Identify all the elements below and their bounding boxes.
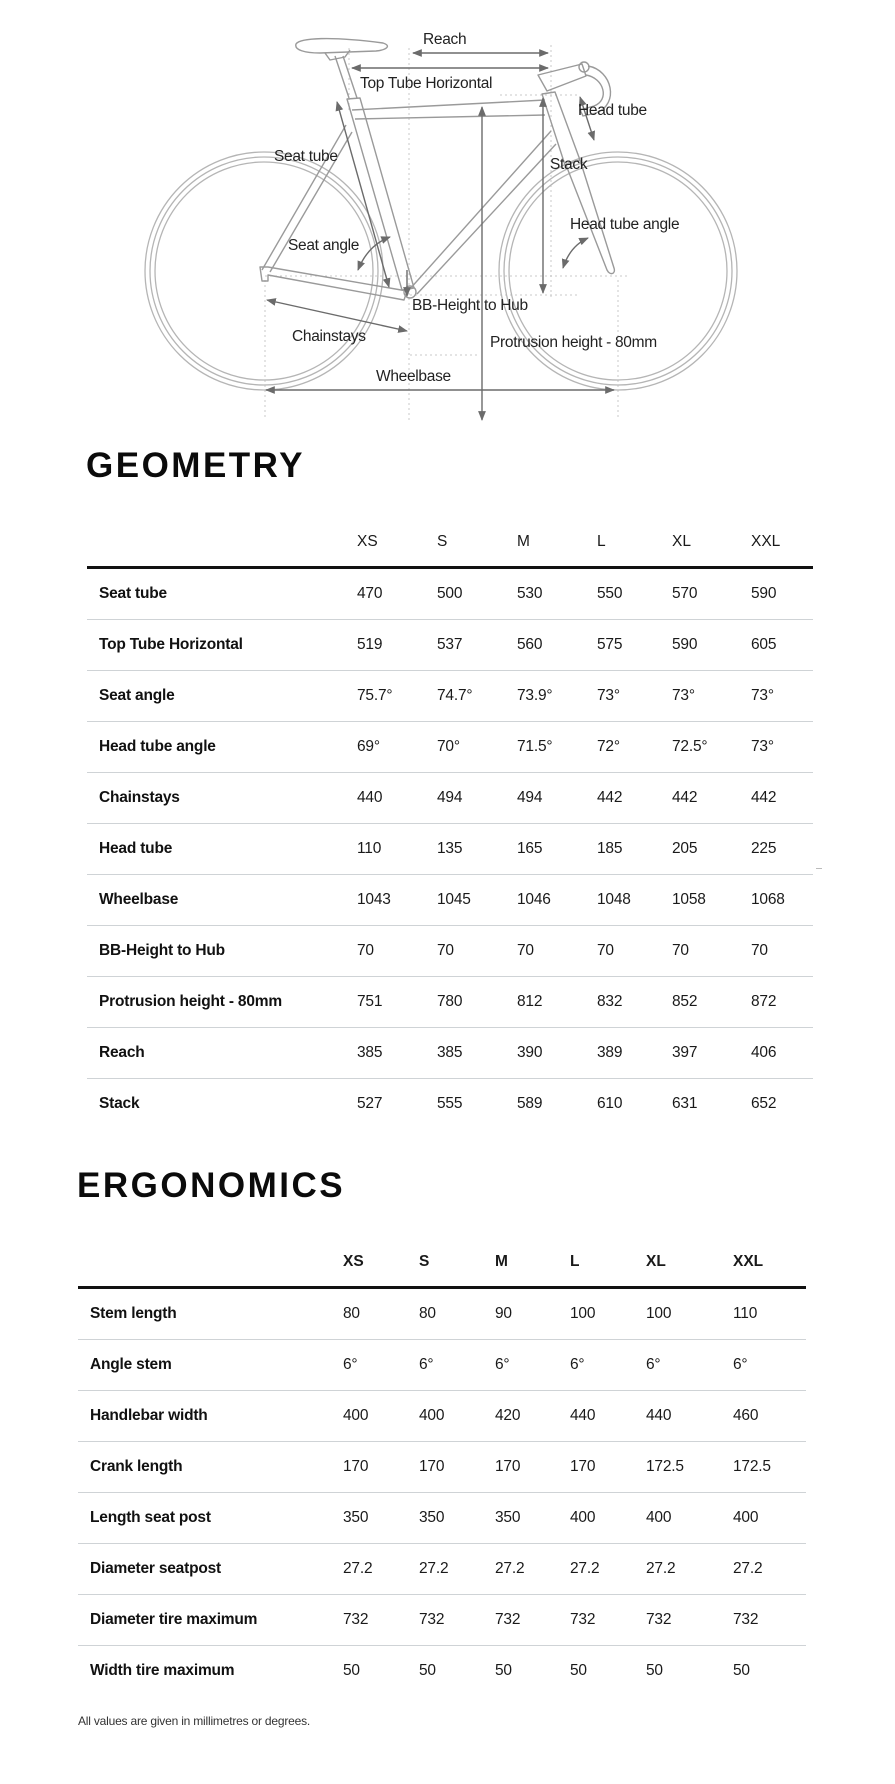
cell-value: 100 bbox=[570, 1288, 646, 1340]
geometry-header-row bbox=[87, 518, 813, 568]
size-header: L bbox=[597, 518, 672, 568]
label-top-tube-horizontal: Top Tube Horizontal bbox=[360, 75, 493, 92]
cell-value: 74.7° bbox=[437, 671, 517, 722]
bike-geometry-diagram bbox=[0, 0, 895, 440]
size-header: M bbox=[495, 1238, 570, 1288]
size-header: S bbox=[437, 518, 517, 568]
bike-diagram-svg bbox=[0, 0, 895, 440]
label-reach: Reach bbox=[423, 31, 467, 48]
cell-value: 100 bbox=[646, 1288, 733, 1340]
table-row bbox=[87, 620, 813, 671]
label-seat-tube: Seat tube bbox=[274, 148, 338, 165]
cell-value: 385 bbox=[357, 1028, 437, 1079]
cell-value: 610 bbox=[597, 1095, 623, 1112]
front-wheel bbox=[499, 152, 737, 390]
table-row bbox=[78, 1340, 806, 1391]
cell-value: 27.2 bbox=[733, 1544, 806, 1595]
cell-value: 460 bbox=[733, 1391, 806, 1442]
cell-value: 72° bbox=[597, 722, 672, 773]
size-header: M bbox=[517, 518, 597, 568]
cell-value: 400 bbox=[343, 1391, 419, 1442]
cell-value: 170 bbox=[419, 1442, 495, 1493]
cell-value: 73° bbox=[672, 671, 751, 722]
cell-value: 27.2 bbox=[419, 1544, 495, 1595]
ergonomics-header-row bbox=[78, 1238, 806, 1288]
cell-value: 350 bbox=[495, 1493, 570, 1544]
row-label: Head tube angle bbox=[87, 722, 357, 773]
cell-value: 1048 bbox=[597, 875, 672, 926]
ergonomics-title: ERGONOMICS bbox=[77, 1166, 346, 1205]
row-label: Chainstays bbox=[87, 773, 357, 824]
cell-value: 652 bbox=[751, 1095, 777, 1112]
cell-value: 575 bbox=[597, 620, 672, 671]
cell-value: 6° bbox=[495, 1340, 570, 1391]
cell-value: 27.2 bbox=[646, 1544, 733, 1595]
cell-value: 1046 bbox=[517, 875, 597, 926]
cell-value: 440 bbox=[570, 1391, 646, 1442]
cell-value: 205 bbox=[672, 824, 751, 875]
row-label: Length seat post bbox=[78, 1493, 343, 1544]
rear-wheel bbox=[145, 152, 383, 390]
row-label: Width tire maximum bbox=[90, 1662, 235, 1679]
cell-value: 440 bbox=[357, 773, 437, 824]
cell-value: 6° bbox=[646, 1340, 733, 1391]
table-row bbox=[78, 1288, 806, 1340]
cell-value: 872 bbox=[751, 977, 813, 1028]
cell-value: 170 bbox=[495, 1442, 570, 1493]
label-wheelbase: Wheelbase bbox=[376, 368, 451, 385]
cell-value: 470 bbox=[357, 568, 437, 620]
cell-value: 732 bbox=[733, 1595, 806, 1646]
cell-value: 530 bbox=[517, 568, 597, 620]
size-header: XXL bbox=[751, 518, 813, 568]
cell-value: 420 bbox=[495, 1391, 570, 1442]
cell-value: 27.2 bbox=[343, 1544, 419, 1595]
cell-value: 780 bbox=[437, 977, 517, 1028]
cell-value: 225 bbox=[751, 824, 813, 875]
cell-value: 1068 bbox=[751, 875, 813, 926]
cell-value: 590 bbox=[672, 620, 751, 671]
cell-value: 555 bbox=[437, 1095, 463, 1112]
size-header: XS bbox=[357, 518, 437, 568]
row-label: Head tube bbox=[87, 824, 357, 875]
cell-value: 442 bbox=[597, 773, 672, 824]
cell-value: 73° bbox=[751, 671, 813, 722]
table-row bbox=[78, 1646, 806, 1697]
label-chainstays: Chainstays bbox=[292, 328, 366, 345]
size-header: S bbox=[419, 1238, 495, 1288]
label-head-tube: Head tube bbox=[578, 102, 647, 119]
cell-value: 70 bbox=[437, 926, 517, 977]
cell-value: 400 bbox=[419, 1391, 495, 1442]
table-row bbox=[78, 1544, 806, 1595]
cell-value: 50 bbox=[343, 1662, 360, 1679]
cell-value: 560 bbox=[517, 620, 597, 671]
cell-value: 70 bbox=[357, 926, 437, 977]
row-label: Stem length bbox=[78, 1288, 343, 1340]
cell-value: 400 bbox=[646, 1493, 733, 1544]
cell-value: 165 bbox=[517, 824, 597, 875]
cell-value: 732 bbox=[419, 1595, 495, 1646]
cell-value: 440 bbox=[646, 1391, 733, 1442]
cell-value: 185 bbox=[597, 824, 672, 875]
cell-value: 90 bbox=[495, 1288, 570, 1340]
label-seat-angle: Seat angle bbox=[288, 237, 360, 254]
row-label: Angle stem bbox=[78, 1340, 343, 1391]
geometry-header-empty bbox=[87, 518, 357, 568]
table-row bbox=[78, 1595, 806, 1646]
size-header: XS bbox=[343, 1238, 419, 1288]
row-label: Diameter tire maximum bbox=[78, 1595, 343, 1646]
cell-value: 110 bbox=[357, 824, 437, 875]
cell-value: 350 bbox=[419, 1493, 495, 1544]
cell-value: 570 bbox=[672, 568, 751, 620]
label-bb-height: BB-Height to Hub bbox=[412, 297, 528, 314]
cell-value: 72.5° bbox=[672, 722, 751, 773]
row-label: Seat angle bbox=[87, 671, 357, 722]
label-head-tube-angle: Head tube angle bbox=[570, 216, 680, 233]
cell-value: 732 bbox=[495, 1595, 570, 1646]
cell-value: 172.5 bbox=[646, 1442, 733, 1493]
table-row bbox=[87, 773, 813, 824]
row-label: Handlebar width bbox=[78, 1391, 343, 1442]
row-label: Wheelbase bbox=[87, 875, 357, 926]
geometry-table-body bbox=[87, 568, 813, 1130]
cell-value: 172.5 bbox=[733, 1442, 806, 1493]
cell-value: 50 bbox=[646, 1662, 663, 1679]
ergonomics-table-body bbox=[78, 1288, 806, 1697]
cell-value: 73.9° bbox=[517, 671, 597, 722]
table-row bbox=[87, 926, 813, 977]
cell-value: 732 bbox=[570, 1595, 646, 1646]
cell-value: 751 bbox=[357, 977, 437, 1028]
cell-value: 6° bbox=[419, 1340, 495, 1391]
table-row bbox=[87, 977, 813, 1028]
cell-value: 500 bbox=[437, 568, 517, 620]
cell-value: 590 bbox=[751, 568, 813, 620]
row-label: Protrusion height - 80mm bbox=[87, 977, 357, 1028]
cell-value: 832 bbox=[597, 977, 672, 1028]
cell-value: 170 bbox=[343, 1442, 419, 1493]
cell-value: 442 bbox=[672, 773, 751, 824]
row-label: BB-Height to Hub bbox=[87, 926, 357, 977]
cell-value: 69° bbox=[357, 722, 437, 773]
table-row bbox=[87, 1079, 813, 1130]
cell-value: 385 bbox=[437, 1028, 517, 1079]
ergonomics-header-empty bbox=[78, 1238, 343, 1288]
cell-value: 350 bbox=[343, 1493, 419, 1544]
table-row bbox=[87, 722, 813, 773]
cell-value: 6° bbox=[733, 1340, 806, 1391]
cell-value: 80 bbox=[343, 1288, 419, 1340]
cell-value: 170 bbox=[570, 1442, 646, 1493]
cell-value: 70 bbox=[672, 926, 751, 977]
cell-value: 390 bbox=[517, 1028, 597, 1079]
size-header: XL bbox=[646, 1238, 733, 1288]
table-row bbox=[87, 568, 813, 620]
cell-value: 442 bbox=[751, 773, 813, 824]
ergonomics-table bbox=[78, 1238, 806, 1696]
table-row bbox=[87, 875, 813, 926]
cell-value: 1043 bbox=[357, 875, 437, 926]
table-row bbox=[87, 671, 813, 722]
geometry-table bbox=[87, 518, 813, 1129]
cell-value: 631 bbox=[672, 1095, 698, 1112]
cell-value: 50 bbox=[570, 1662, 587, 1679]
cell-value: 27.2 bbox=[495, 1544, 570, 1595]
table-row bbox=[87, 824, 813, 875]
size-header: XL bbox=[672, 518, 751, 568]
cell-value: 527 bbox=[357, 1095, 383, 1112]
cell-value: 6° bbox=[570, 1340, 646, 1391]
cell-value: 73° bbox=[751, 722, 813, 773]
cell-value: 75.7° bbox=[357, 671, 437, 722]
cell-value: 70° bbox=[437, 722, 517, 773]
cell-value: 589 bbox=[517, 1095, 543, 1112]
cell-value: 519 bbox=[357, 620, 437, 671]
stray-mark bbox=[816, 868, 822, 869]
cell-value: 50 bbox=[733, 1662, 750, 1679]
cell-value: 550 bbox=[597, 568, 672, 620]
cell-value: 812 bbox=[517, 977, 597, 1028]
row-label: Seat tube bbox=[87, 568, 357, 620]
cell-value: 389 bbox=[597, 1028, 672, 1079]
label-protrusion-height: Protrusion height - 80mm bbox=[490, 334, 657, 351]
row-label: Top Tube Horizontal bbox=[87, 620, 357, 671]
cell-value: 80 bbox=[419, 1288, 495, 1340]
cell-value: 1058 bbox=[672, 875, 751, 926]
table-row bbox=[78, 1391, 806, 1442]
cell-value: 70 bbox=[517, 926, 597, 977]
table-row bbox=[78, 1442, 806, 1493]
table-row bbox=[87, 1028, 813, 1079]
cell-value: 605 bbox=[751, 620, 813, 671]
cell-value: 732 bbox=[646, 1595, 733, 1646]
label-stack: Stack bbox=[550, 156, 588, 173]
cell-value: 50 bbox=[419, 1662, 436, 1679]
table-row bbox=[78, 1493, 806, 1544]
size-header: L bbox=[570, 1238, 646, 1288]
cell-value: 732 bbox=[343, 1595, 419, 1646]
cell-value: 70 bbox=[597, 926, 672, 977]
row-label: Diameter seatpost bbox=[78, 1544, 343, 1595]
cell-value: 494 bbox=[437, 773, 517, 824]
units-footnote: All values are given in millimetres or degrees. bbox=[78, 1714, 311, 1728]
cell-value: 6° bbox=[343, 1340, 419, 1391]
cell-value: 537 bbox=[437, 620, 517, 671]
cell-value: 400 bbox=[733, 1493, 806, 1544]
geometry-title: GEOMETRY bbox=[86, 446, 305, 485]
cell-value: 406 bbox=[751, 1028, 813, 1079]
cell-value: 70 bbox=[751, 926, 813, 977]
cell-value: 397 bbox=[672, 1028, 751, 1079]
cell-value: 135 bbox=[437, 824, 517, 875]
cell-value: 852 bbox=[672, 977, 751, 1028]
cell-value: 400 bbox=[570, 1493, 646, 1544]
cell-value: 27.2 bbox=[570, 1544, 646, 1595]
row-label: Stack bbox=[99, 1095, 140, 1112]
cell-value: 71.5° bbox=[517, 722, 597, 773]
cell-value: 494 bbox=[517, 773, 597, 824]
cell-value: 50 bbox=[495, 1662, 512, 1679]
cell-value: 73° bbox=[597, 671, 672, 722]
cell-value: 1045 bbox=[437, 875, 517, 926]
size-header: XXL bbox=[733, 1238, 806, 1288]
row-label: Reach bbox=[87, 1028, 357, 1079]
cell-value: 110 bbox=[733, 1288, 806, 1340]
row-label: Crank length bbox=[78, 1442, 343, 1493]
